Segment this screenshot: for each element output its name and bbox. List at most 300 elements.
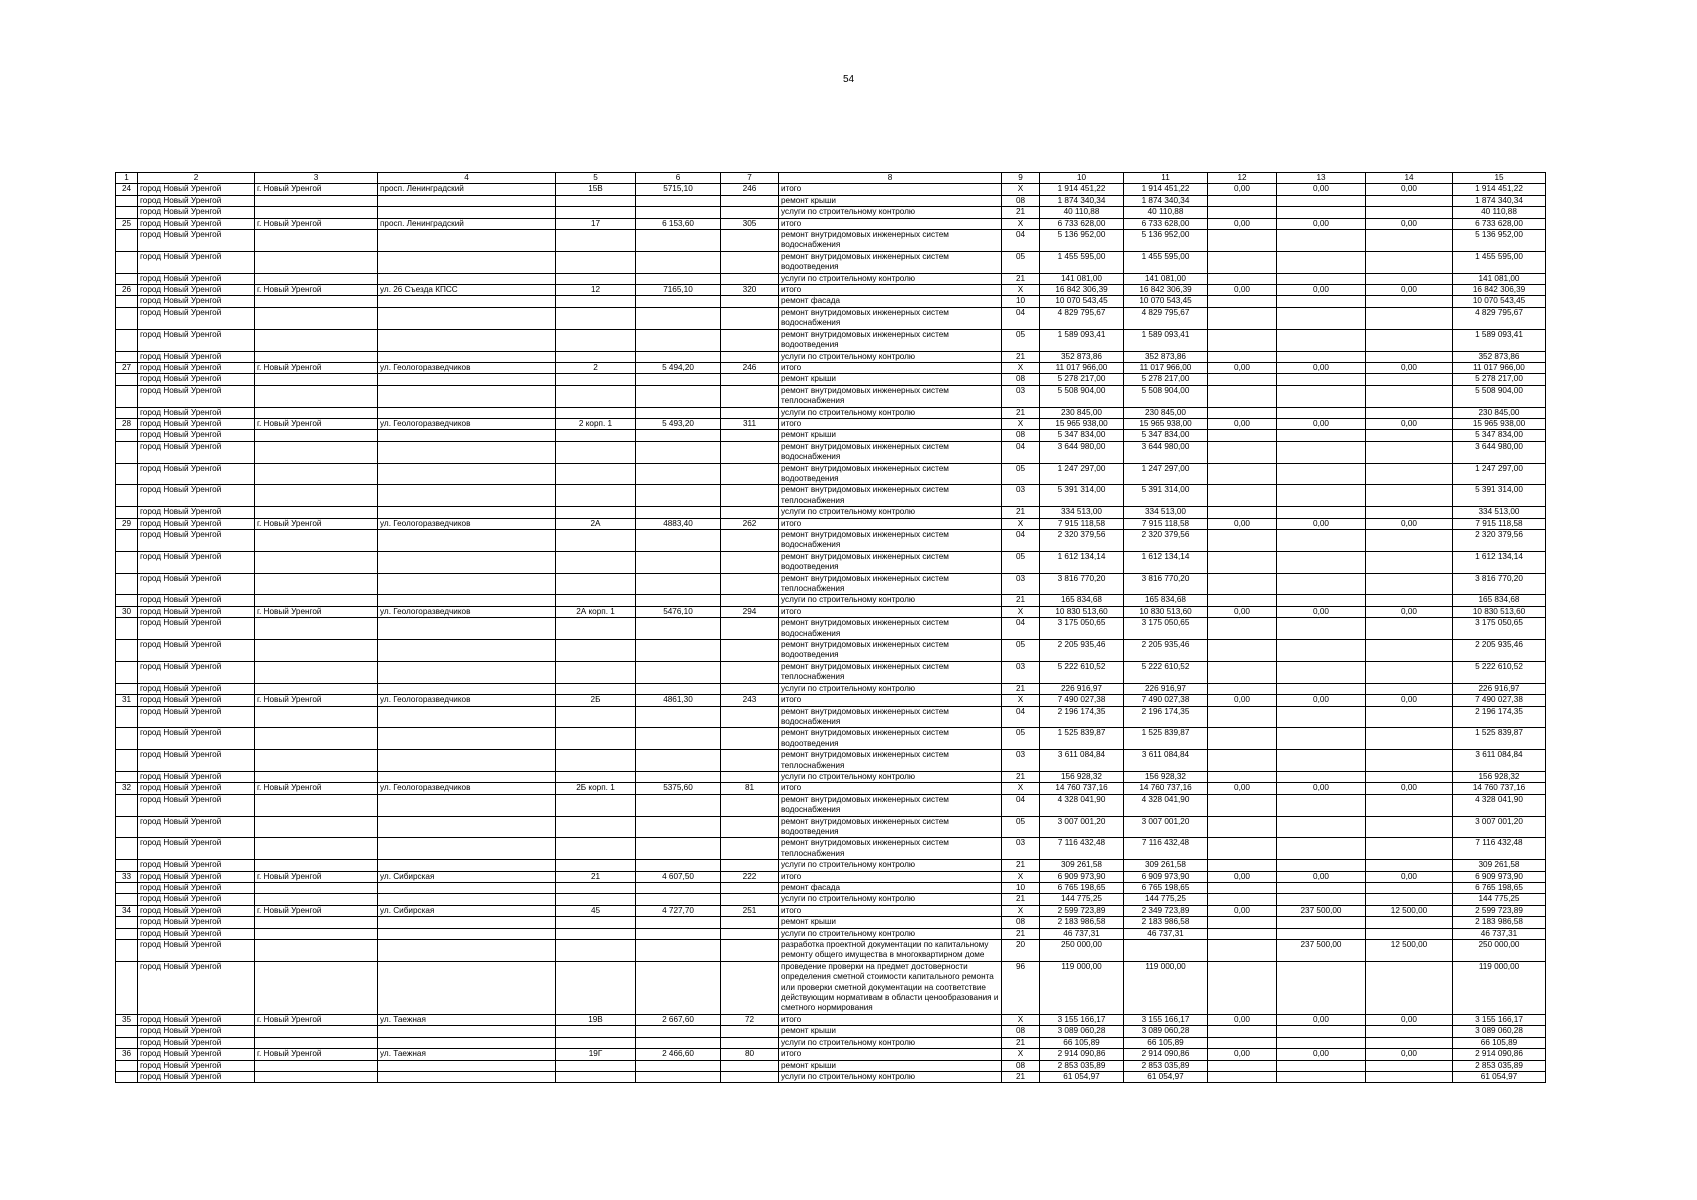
- total-cost-cell: 6 733 628,00: [1040, 218, 1124, 229]
- municipality-cell: город Новый Уренгой: [138, 1014, 255, 1025]
- total-cost-cell: 4 328 041,90: [1040, 794, 1124, 816]
- fund-cost-cell: 2 205 935,46: [1124, 640, 1208, 662]
- house-number-cell: [556, 640, 636, 662]
- house-number-cell: [556, 407, 636, 418]
- fund-cost-cell: 2 349 723,89: [1124, 905, 1208, 916]
- area-cell: 4 607,50: [636, 871, 721, 882]
- fund-cost-cell: 16 842 306,39: [1124, 285, 1208, 296]
- municipality-cell: город Новый Уренгой: [138, 794, 255, 816]
- fund-cost-cell: 1 525 839,87: [1124, 728, 1208, 750]
- house-number-cell: [556, 530, 636, 552]
- table-row: [116, 661, 1546, 683]
- fund-cost-cell: 141 081,00: [1124, 273, 1208, 284]
- fund-cost-cell: 7 116 432,48: [1124, 838, 1208, 860]
- row-number-cell: [116, 307, 138, 329]
- municipality-cell: город Новый Уренгой: [138, 418, 255, 429]
- row-number-cell: [116, 883, 138, 894]
- municipality-cell: город Новый Уренгой: [138, 385, 255, 407]
- planned-cost-cell: 2 853 035,89: [1453, 1060, 1546, 1071]
- locality-cell: г. Новый Уренгой: [255, 606, 378, 617]
- budget-cost-cell: [1208, 296, 1277, 307]
- house-number-cell: [556, 251, 636, 273]
- header-cell-2: 2: [138, 173, 255, 184]
- total-cost-cell: 7 915 118,58: [1040, 518, 1124, 529]
- house-number-cell: 19В: [556, 1014, 636, 1025]
- area-cell: 7165,10: [636, 285, 721, 296]
- header-cell-3: 3: [255, 173, 378, 184]
- owner-cost-cell: [1277, 551, 1366, 573]
- locality-cell: [255, 838, 378, 860]
- street-cell: [378, 296, 556, 307]
- fund-cost-cell: 5 222 610,52: [1124, 661, 1208, 683]
- other-cost-cell: [1366, 230, 1453, 252]
- fund-cost-cell: 334 513,00: [1124, 507, 1208, 518]
- work-code-cell: X: [1002, 871, 1040, 882]
- locality-cell: [255, 794, 378, 816]
- table-row: [116, 307, 1546, 329]
- other-cost-cell: [1366, 1060, 1453, 1071]
- area-cell: [636, 661, 721, 683]
- total-cost-cell: 352 873,86: [1040, 351, 1124, 362]
- locality-cell: г. Новый Уренгой: [255, 695, 378, 706]
- owner-cost-cell: [1277, 329, 1366, 351]
- work-type-cell: ремонт внутридомовых инженерных систем водоотведения: [779, 816, 1002, 838]
- header-cell-4: 4: [378, 173, 556, 184]
- municipality-cell: город Новый Уренгой: [138, 905, 255, 916]
- locality-cell: [255, 207, 378, 218]
- other-cost-cell: [1366, 351, 1453, 362]
- owner-cost-cell: 0,00: [1277, 1014, 1366, 1025]
- work-type-cell: разработка проектной документации по капитальному ремонту общего имущества в многоквартирном доме: [779, 940, 1002, 962]
- table-row: [116, 407, 1546, 418]
- street-cell: просп. Ленинградский: [378, 218, 556, 229]
- total-cost-cell: 2 320 379,56: [1040, 530, 1124, 552]
- street-cell: ул. Сибирская: [378, 871, 556, 882]
- municipality-cell: город Новый Уренгой: [138, 883, 255, 894]
- work-code-cell: 21: [1002, 894, 1040, 905]
- planned-cost-cell: 1 612 134,14: [1453, 551, 1546, 573]
- table-header: [116, 173, 1546, 184]
- fund-cost-cell: [1124, 940, 1208, 962]
- house-number-cell: [556, 940, 636, 962]
- work-code-cell: 04: [1002, 530, 1040, 552]
- other-cost-cell: [1366, 640, 1453, 662]
- house-number-cell: [556, 230, 636, 252]
- total-cost-cell: 6 909 973,90: [1040, 871, 1124, 882]
- planned-cost-cell: 61 054,97: [1453, 1071, 1546, 1082]
- total-cost-cell: 2 914 090,86: [1040, 1049, 1124, 1060]
- budget-cost-cell: 0,00: [1208, 606, 1277, 617]
- residents-cell: [721, 1037, 779, 1048]
- fund-cost-cell: 144 775,25: [1124, 894, 1208, 905]
- table-row: [116, 285, 1546, 296]
- residents-cell: [721, 551, 779, 573]
- work-code-cell: 10: [1002, 883, 1040, 894]
- work-type-cell: итого: [779, 871, 1002, 882]
- budget-cost-cell: [1208, 251, 1277, 273]
- locality-cell: [255, 961, 378, 1014]
- locality-cell: [255, 728, 378, 750]
- house-number-cell: [556, 307, 636, 329]
- work-code-cell: 08: [1002, 195, 1040, 206]
- total-cost-cell: 14 760 737,16: [1040, 783, 1124, 794]
- street-cell: [378, 307, 556, 329]
- area-cell: [636, 551, 721, 573]
- total-cost-cell: 2 599 723,89: [1040, 905, 1124, 916]
- residents-cell: 311: [721, 418, 779, 429]
- locality-cell: [255, 273, 378, 284]
- fund-cost-cell: 1 589 093,41: [1124, 329, 1208, 351]
- row-number-cell: [116, 771, 138, 782]
- table-row: [116, 385, 1546, 407]
- work-code-cell: 21: [1002, 1037, 1040, 1048]
- planned-cost-cell: 2 320 379,56: [1453, 530, 1546, 552]
- other-cost-cell: [1366, 407, 1453, 418]
- street-cell: [378, 441, 556, 463]
- house-number-cell: [556, 374, 636, 385]
- row-number-cell: [116, 838, 138, 860]
- table-row: [116, 374, 1546, 385]
- budget-cost-cell: 0,00: [1208, 418, 1277, 429]
- total-cost-cell: 2 853 035,89: [1040, 1060, 1124, 1071]
- owner-cost-cell: [1277, 750, 1366, 772]
- budget-cost-cell: [1208, 573, 1277, 595]
- area-cell: 4861,30: [636, 695, 721, 706]
- work-type-cell: услуги по строительному контролю: [779, 351, 1002, 362]
- fund-cost-cell: 156 928,32: [1124, 771, 1208, 782]
- owner-cost-cell: [1277, 1060, 1366, 1071]
- budget-cost-cell: 0,00: [1208, 905, 1277, 916]
- area-cell: 5 494,20: [636, 362, 721, 373]
- work-type-cell: услуги по строительному контролю: [779, 507, 1002, 518]
- work-type-cell: ремонт внутридомовых инженерных систем водоснабжения: [779, 794, 1002, 816]
- row-number-cell: [116, 407, 138, 418]
- street-cell: [378, 551, 556, 573]
- residents-cell: [721, 195, 779, 206]
- budget-cost-cell: [1208, 883, 1277, 894]
- fund-cost-cell: 4 328 041,90: [1124, 794, 1208, 816]
- other-cost-cell: 0,00: [1366, 285, 1453, 296]
- planned-cost-cell: 2 914 090,86: [1453, 1049, 1546, 1060]
- planned-cost-cell: 3 816 770,20: [1453, 573, 1546, 595]
- total-cost-cell: 334 513,00: [1040, 507, 1124, 518]
- header-cell-10: 10: [1040, 173, 1124, 184]
- work-code-cell: 05: [1002, 640, 1040, 662]
- other-cost-cell: [1366, 485, 1453, 507]
- total-cost-cell: 11 017 966,00: [1040, 362, 1124, 373]
- area-cell: [636, 928, 721, 939]
- work-type-cell: ремонт внутридомовых инженерных систем водоснабжения: [779, 530, 1002, 552]
- street-cell: [378, 683, 556, 694]
- row-number-cell: 29: [116, 518, 138, 529]
- work-code-cell: 21: [1002, 928, 1040, 939]
- work-code-cell: X: [1002, 783, 1040, 794]
- total-cost-cell: 3 816 770,20: [1040, 573, 1124, 595]
- work-type-cell: ремонт внутридомовых инженерных систем теплоснабжения: [779, 838, 1002, 860]
- locality-cell: [255, 251, 378, 273]
- house-number-cell: [556, 441, 636, 463]
- row-number-cell: [116, 573, 138, 595]
- work-code-cell: 08: [1002, 1060, 1040, 1071]
- municipality-cell: город Новый Уренгой: [138, 961, 255, 1014]
- table-row: [116, 606, 1546, 617]
- work-code-cell: X: [1002, 362, 1040, 373]
- house-number-cell: [556, 750, 636, 772]
- row-number-cell: [116, 430, 138, 441]
- budget-cost-cell: [1208, 1037, 1277, 1048]
- fund-cost-cell: 5 391 314,00: [1124, 485, 1208, 507]
- street-cell: [378, 273, 556, 284]
- budget-cost-cell: [1208, 838, 1277, 860]
- house-number-cell: [556, 816, 636, 838]
- header-cell-14: 14: [1366, 173, 1453, 184]
- planned-cost-cell: 2 196 174,35: [1453, 706, 1546, 728]
- work-code-cell: 21: [1002, 407, 1040, 418]
- planned-cost-cell: 3 155 166,17: [1453, 1014, 1546, 1025]
- fund-cost-cell: 119 000,00: [1124, 961, 1208, 1014]
- municipality-cell: город Новый Уренгой: [138, 1037, 255, 1048]
- municipality-cell: город Новый Уренгой: [138, 640, 255, 662]
- locality-cell: [255, 771, 378, 782]
- work-type-cell: ремонт внутридомовых инженерных систем водоснабжения: [779, 441, 1002, 463]
- table-row: [116, 750, 1546, 772]
- owner-cost-cell: [1277, 640, 1366, 662]
- row-number-cell: [116, 940, 138, 962]
- row-number-cell: 36: [116, 1049, 138, 1060]
- residents-cell: [721, 407, 779, 418]
- work-type-cell: итого: [779, 606, 1002, 617]
- residents-cell: 72: [721, 1014, 779, 1025]
- work-type-cell: проведение проверки на предмет достоверности определения сметной стоимости капитального ремонта или проверки сметной документации на соответствие действующим нормативам в области ценообразования и сметного нормирования: [779, 961, 1002, 1014]
- other-cost-cell: 0,00: [1366, 184, 1453, 195]
- budget-cost-cell: [1208, 595, 1277, 606]
- table-row: [116, 883, 1546, 894]
- house-number-cell: [556, 961, 636, 1014]
- header-cell-7: 7: [721, 173, 779, 184]
- work-type-cell: услуги по строительному контролю: [779, 595, 1002, 606]
- residents-cell: [721, 928, 779, 939]
- municipality-cell: город Новый Уренгой: [138, 871, 255, 882]
- table-row: [116, 595, 1546, 606]
- area-cell: [636, 794, 721, 816]
- owner-cost-cell: [1277, 273, 1366, 284]
- street-cell: [378, 940, 556, 962]
- other-cost-cell: [1366, 195, 1453, 206]
- owner-cost-cell: [1277, 530, 1366, 552]
- row-number-cell: 24: [116, 184, 138, 195]
- row-number-cell: [116, 928, 138, 939]
- area-cell: [636, 917, 721, 928]
- municipality-cell: город Новый Уренгой: [138, 838, 255, 860]
- budget-cost-cell: [1208, 195, 1277, 206]
- area-cell: [636, 195, 721, 206]
- row-number-cell: [116, 1026, 138, 1037]
- residents-cell: [721, 230, 779, 252]
- total-cost-cell: 2 196 174,35: [1040, 706, 1124, 728]
- area-cell: [636, 273, 721, 284]
- work-code-cell: 03: [1002, 750, 1040, 772]
- residents-cell: [721, 296, 779, 307]
- total-cost-cell: 4 829 795,67: [1040, 307, 1124, 329]
- total-cost-cell: 3 175 050,65: [1040, 618, 1124, 640]
- street-cell: [378, 595, 556, 606]
- fund-cost-cell: 1 914 451,22: [1124, 184, 1208, 195]
- residents-cell: [721, 816, 779, 838]
- table-row: [116, 928, 1546, 939]
- street-cell: ул. Геологоразведчиков: [378, 362, 556, 373]
- planned-cost-cell: 11 017 966,00: [1453, 362, 1546, 373]
- work-code-cell: 03: [1002, 573, 1040, 595]
- table-row: [116, 794, 1546, 816]
- locality-cell: [255, 750, 378, 772]
- total-cost-cell: 15 965 938,00: [1040, 418, 1124, 429]
- budget-cost-cell: [1208, 307, 1277, 329]
- house-number-cell: 17: [556, 218, 636, 229]
- residents-cell: [721, 640, 779, 662]
- street-cell: [378, 251, 556, 273]
- municipality-cell: город Новый Уренгой: [138, 207, 255, 218]
- other-cost-cell: [1366, 507, 1453, 518]
- locality-cell: [255, 573, 378, 595]
- owner-cost-cell: [1277, 485, 1366, 507]
- budget-cost-cell: [1208, 750, 1277, 772]
- fund-cost-cell: 7 490 027,38: [1124, 695, 1208, 706]
- house-number-cell: [556, 928, 636, 939]
- fund-cost-cell: 5 136 952,00: [1124, 230, 1208, 252]
- fund-cost-cell: 3 175 050,65: [1124, 618, 1208, 640]
- work-type-cell: ремонт внутридомовых инженерных систем водоотведения: [779, 251, 1002, 273]
- owner-cost-cell: [1277, 683, 1366, 694]
- work-code-cell: 04: [1002, 618, 1040, 640]
- planned-cost-cell: 226 916,97: [1453, 683, 1546, 694]
- budget-cost-cell: [1208, 273, 1277, 284]
- area-cell: [636, 1060, 721, 1071]
- owner-cost-cell: [1277, 307, 1366, 329]
- row-number-cell: [116, 463, 138, 485]
- street-cell: [378, 894, 556, 905]
- house-number-cell: 19Г: [556, 1049, 636, 1060]
- municipality-cell: город Новый Уренгой: [138, 273, 255, 284]
- municipality-cell: город Новый Уренгой: [138, 485, 255, 507]
- house-number-cell: 2Б: [556, 695, 636, 706]
- work-code-cell: 03: [1002, 661, 1040, 683]
- municipality-cell: город Новый Уренгой: [138, 940, 255, 962]
- residents-cell: [721, 618, 779, 640]
- residents-cell: [721, 595, 779, 606]
- street-cell: ул. Таежная: [378, 1049, 556, 1060]
- work-code-cell: X: [1002, 418, 1040, 429]
- planned-cost-cell: 1 589 093,41: [1453, 329, 1546, 351]
- fund-cost-cell: 2 914 090,86: [1124, 1049, 1208, 1060]
- street-cell: [378, 728, 556, 750]
- work-code-cell: X: [1002, 518, 1040, 529]
- other-cost-cell: [1366, 1026, 1453, 1037]
- planned-cost-cell: 4 829 795,67: [1453, 307, 1546, 329]
- row-number-cell: [116, 860, 138, 871]
- fund-cost-cell: 2 320 379,56: [1124, 530, 1208, 552]
- street-cell: [378, 961, 556, 1014]
- owner-cost-cell: 0,00: [1277, 783, 1366, 794]
- planned-cost-cell: 16 842 306,39: [1453, 285, 1546, 296]
- work-code-cell: X: [1002, 218, 1040, 229]
- table-row: [116, 351, 1546, 362]
- fund-cost-cell: 3 007 001,20: [1124, 816, 1208, 838]
- row-number-cell: [116, 661, 138, 683]
- street-cell: [378, 838, 556, 860]
- street-cell: [378, 351, 556, 362]
- locality-cell: [255, 1037, 378, 1048]
- row-number-cell: [116, 551, 138, 573]
- fund-cost-cell: 352 873,86: [1124, 351, 1208, 362]
- header-cell-9: 9: [1002, 173, 1040, 184]
- house-number-cell: [556, 296, 636, 307]
- total-cost-cell: 3 644 980,00: [1040, 441, 1124, 463]
- other-cost-cell: [1366, 573, 1453, 595]
- locality-cell: г. Новый Уренгой: [255, 184, 378, 195]
- table-row: [116, 728, 1546, 750]
- locality-cell: [255, 883, 378, 894]
- work-code-cell: 21: [1002, 273, 1040, 284]
- table-row: [116, 816, 1546, 838]
- area-cell: 5 493,20: [636, 418, 721, 429]
- owner-cost-cell: [1277, 816, 1366, 838]
- municipality-cell: город Новый Уренгой: [138, 285, 255, 296]
- total-cost-cell: 1 914 451,22: [1040, 184, 1124, 195]
- fund-cost-cell: 5 278 217,00: [1124, 374, 1208, 385]
- fund-cost-cell: 6 909 973,90: [1124, 871, 1208, 882]
- residents-cell: [721, 507, 779, 518]
- residents-cell: [721, 771, 779, 782]
- budget-cost-cell: [1208, 230, 1277, 252]
- other-cost-cell: [1366, 706, 1453, 728]
- total-cost-cell: 16 842 306,39: [1040, 285, 1124, 296]
- locality-cell: [255, 928, 378, 939]
- owner-cost-cell: 0,00: [1277, 606, 1366, 617]
- municipality-cell: город Новый Уренгой: [138, 894, 255, 905]
- work-type-cell: итого: [779, 783, 1002, 794]
- table-row: [116, 551, 1546, 573]
- owner-cost-cell: [1277, 463, 1366, 485]
- owner-cost-cell: [1277, 441, 1366, 463]
- row-number-cell: [116, 961, 138, 1014]
- planned-cost-cell: 1 455 595,00: [1453, 251, 1546, 273]
- row-number-cell: [116, 385, 138, 407]
- row-number-cell: 27: [116, 362, 138, 373]
- work-type-cell: ремонт внутридомовых инженерных систем водоотведения: [779, 463, 1002, 485]
- row-number-cell: [116, 507, 138, 518]
- municipality-cell: город Новый Уренгой: [138, 573, 255, 595]
- budget-cost-cell: [1208, 385, 1277, 407]
- other-cost-cell: 0,00: [1366, 218, 1453, 229]
- header-cell-13: 13: [1277, 173, 1366, 184]
- row-number-cell: 28: [116, 418, 138, 429]
- house-number-cell: [556, 771, 636, 782]
- area-cell: [636, 385, 721, 407]
- work-type-cell: ремонт фасада: [779, 296, 1002, 307]
- area-cell: [636, 441, 721, 463]
- municipality-cell: город Новый Уренгой: [138, 307, 255, 329]
- work-type-cell: ремонт фасада: [779, 883, 1002, 894]
- total-cost-cell: 3 007 001,20: [1040, 816, 1124, 838]
- area-cell: [636, 351, 721, 362]
- work-code-cell: X: [1002, 695, 1040, 706]
- residents-cell: [721, 728, 779, 750]
- fund-cost-cell: 3 816 770,20: [1124, 573, 1208, 595]
- house-number-cell: [556, 1060, 636, 1071]
- budget-cost-cell: [1208, 728, 1277, 750]
- municipality-cell: город Новый Уренгой: [138, 917, 255, 928]
- locality-cell: г. Новый Уренгой: [255, 285, 378, 296]
